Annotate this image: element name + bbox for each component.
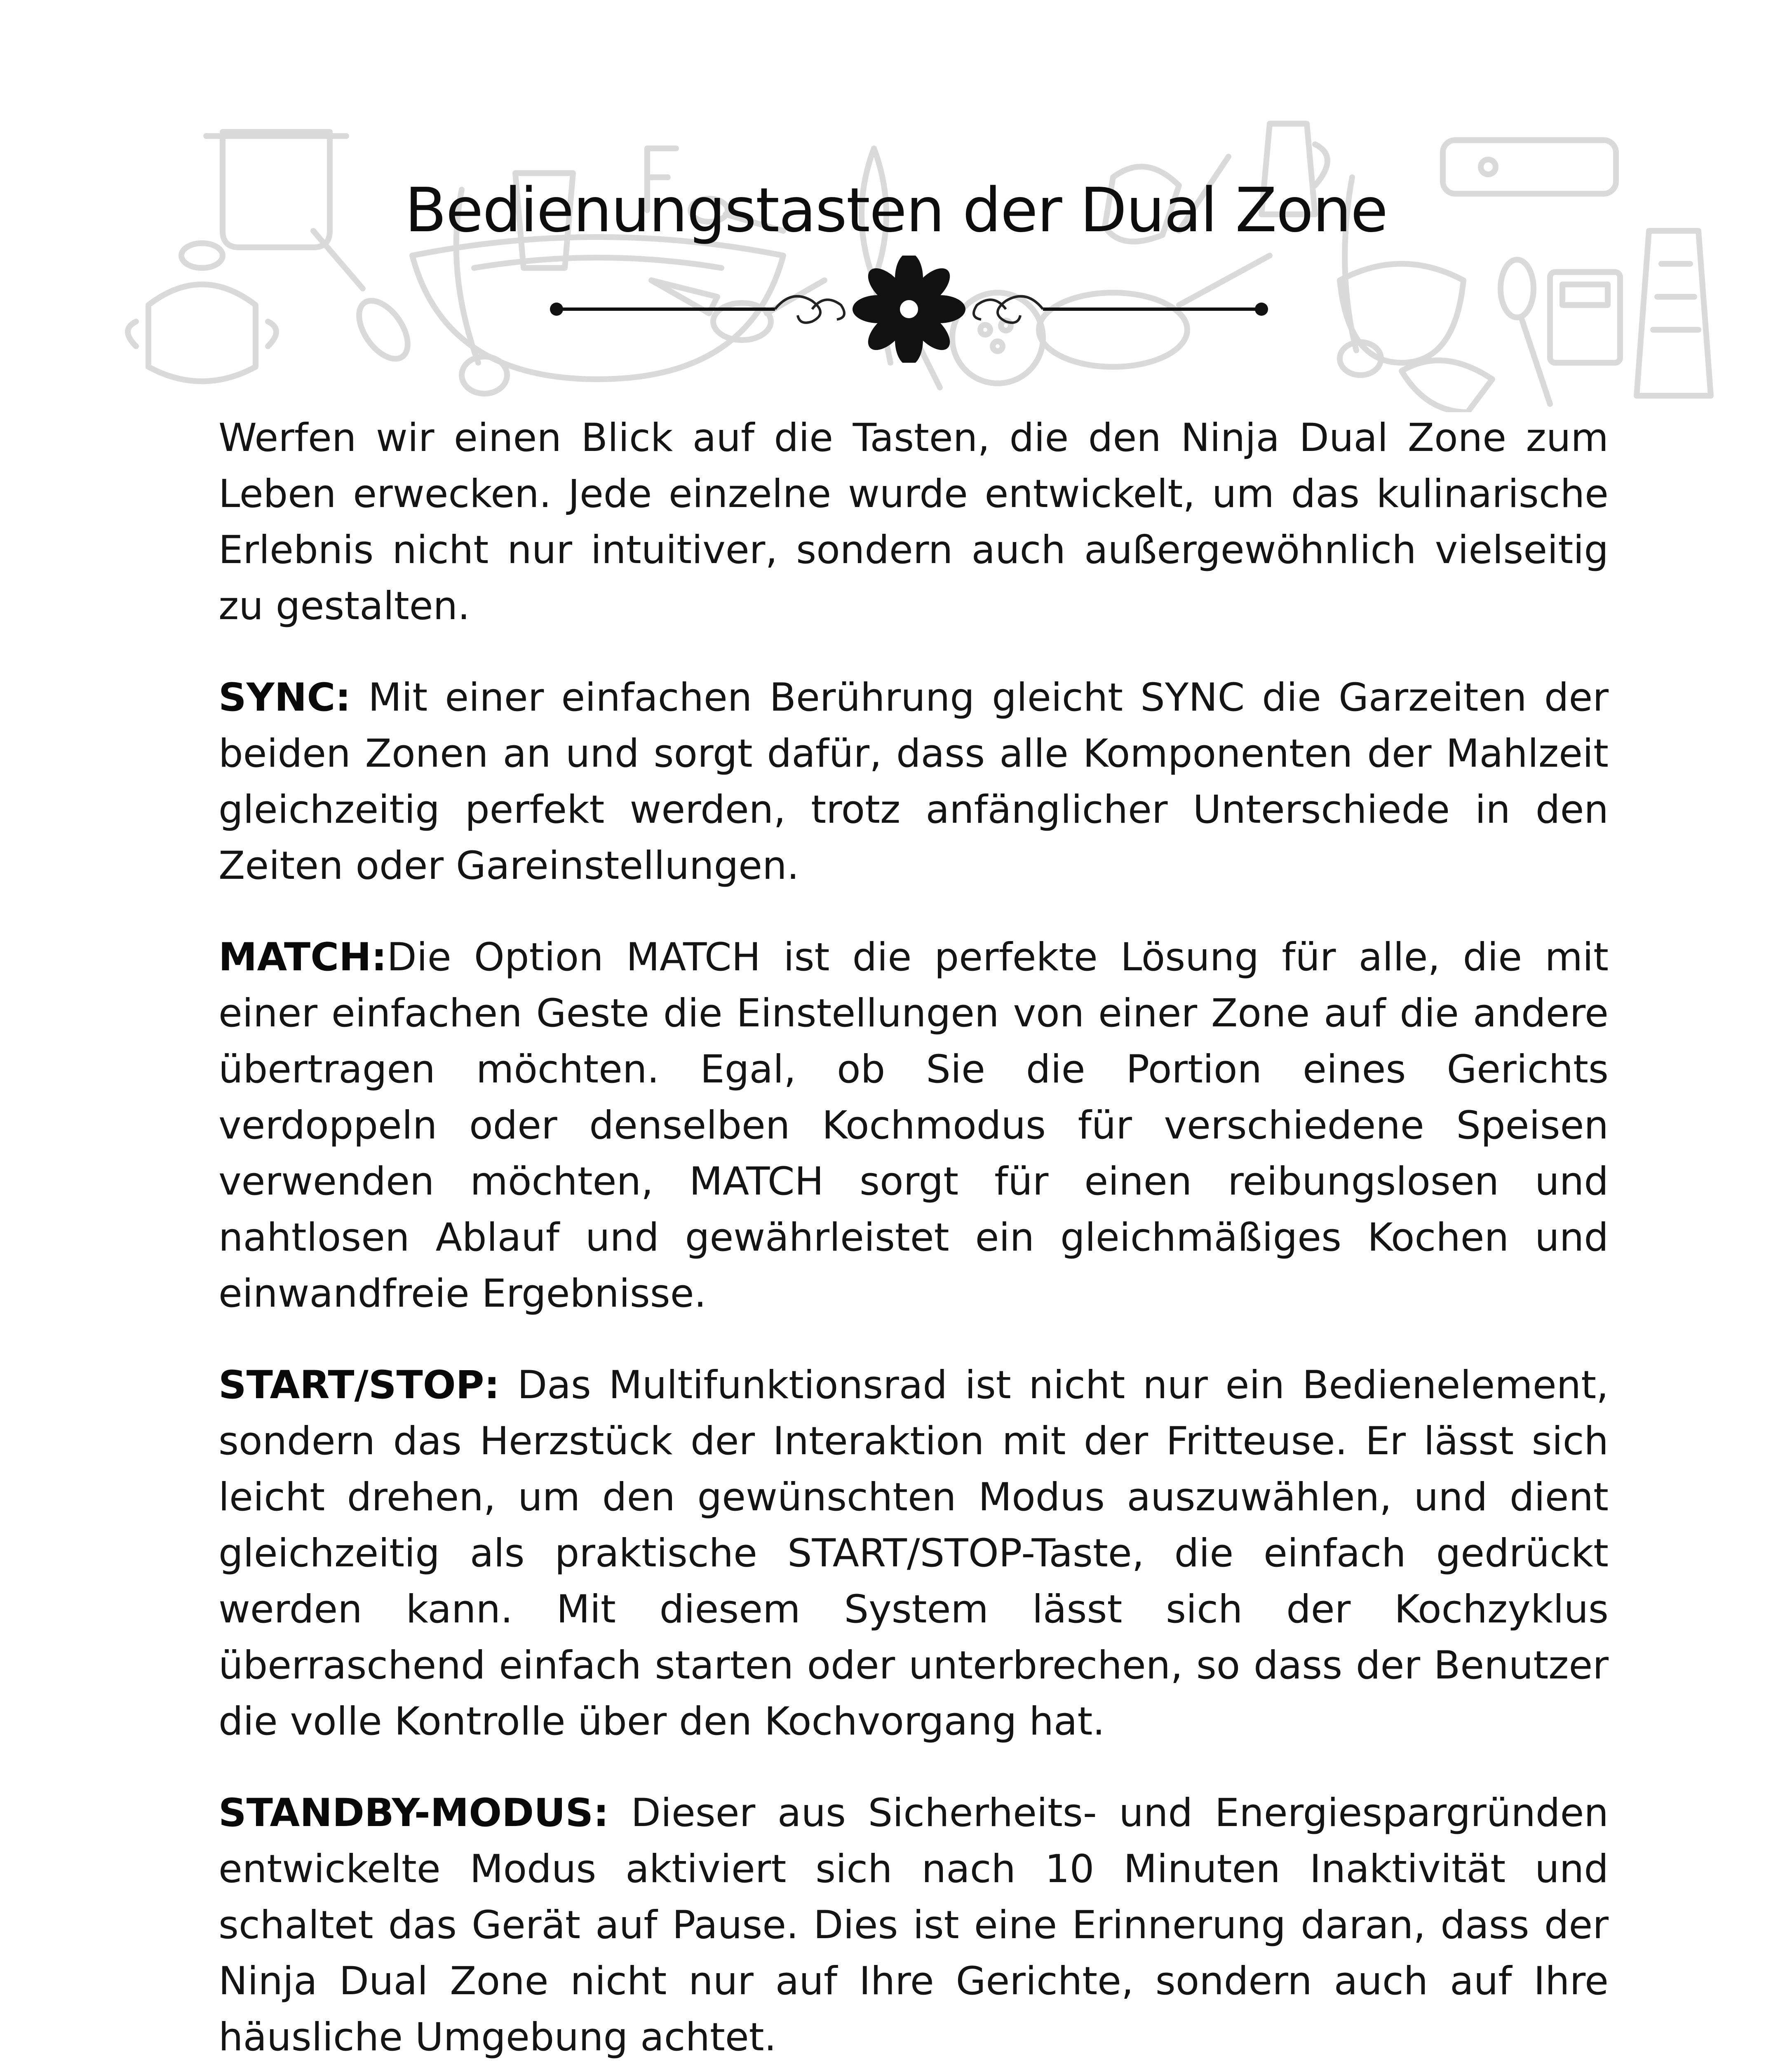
flower-ornament-icon: [550, 256, 1268, 363]
section-label: STANDBY-MODUS:: [218, 1791, 609, 1836]
section-sync: [218, 670, 1609, 894]
article-body: [218, 410, 1609, 2061]
section-label: START/STOP:: [218, 1363, 500, 1408]
section-text: Das Multifunktionsrad ist nicht nur ein Bedienelement, sondern das Herzstück der Interaktion mit der Fritteuse. Er lässt sich leicht drehen, um den gewünschten Modus auszuwählen, und dient gleichzeitig als praktische START/STOP-Taste, die einfach gedrückt werden kann. Mit diesem System lässt sich der Kochzyklus überraschend einfach starten oder unterbrechen, so dass der Benutzer die volle Kontrolle über den Kochvorgang hat.: [218, 1363, 1609, 1744]
section-label: SYNC:: [218, 675, 351, 720]
section-match: [218, 930, 1609, 1322]
section-text: Die Option MATCH ist die perfekte Lösung für alle, die mit einer einfachen Geste die Einstellungen von einer Zone auf die andere übertragen möchten. Egal, ob Sie die Portion eines Gerichts verdoppeln oder denselben Kochmodus für verschiedene Speisen verwenden möchten, MATCH sorgt für einen reibungslosen und nahtlosen Ablauf und gewährleistet ein gleichmäßiges Kochen und einwandfreie Ergebnisse.: [218, 935, 1609, 1316]
intro-paragraph: Werfen wir einen Blick auf die Tasten, die den Ninja Dual Zone zum Leben erwecken. Jede einzelne wurde entwickelt, um das kulinarische Erlebnis nicht nur intuitiver, sondern auch außergewöhnlich vielseitig zu gestalten.: [218, 415, 1609, 629]
section-standby-mode: [218, 1785, 1609, 2061]
page-title: Bedienungstasten der Dual Zone: [404, 175, 1388, 246]
section-text: Dieser aus Sicherheits- und Energiespargründen entwickelte Modus aktiviert sich nach 10 Minuten Inaktivität und schaltet das Gerät auf Pause. Dies ist eine Erinnerung daran, dass der Ninja Dual Zone nicht nur auf Ihre Gerichte, sondern auch auf Ihre häusliche Umgebung achtet.: [218, 1791, 1609, 2060]
section-text: Mit einer einfachen Berührung gleicht SYNC die Garzeiten der beiden Zonen an und sorgt dafür, dass alle Komponenten der Mahlzeit gleichzeitig perfekt werden, trotz anfänglicher Unterschiede in den Zeiten oder Gareinstellungen.: [218, 675, 1609, 888]
title-divider: [544, 256, 1274, 363]
section-label: MATCH:: [218, 935, 387, 980]
section-start-stop: [218, 1357, 1609, 1750]
